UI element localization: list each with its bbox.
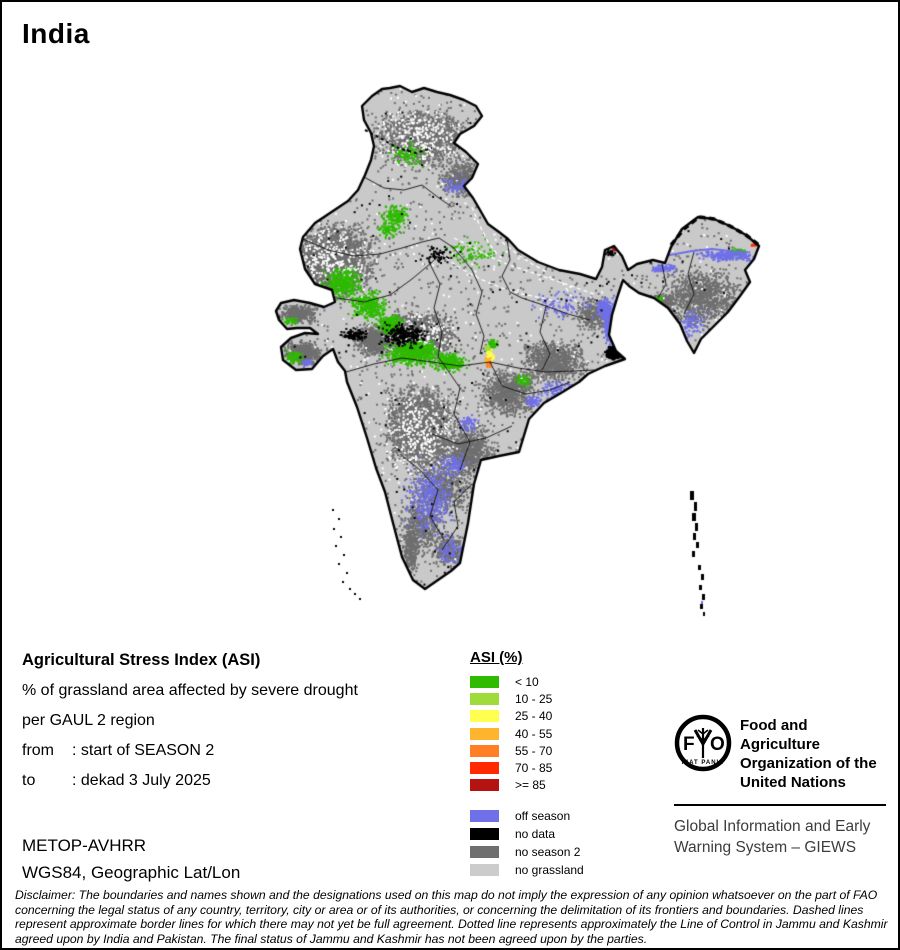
asi-legend	[470, 649, 584, 879]
description-line2: per GAUL 2 region	[22, 712, 155, 729]
legend-row	[470, 759, 584, 776]
svg-text:O: O	[710, 734, 725, 755]
description-heading: Agricultural Stress Index (ASI)	[22, 651, 261, 669]
legend-swatch	[470, 810, 499, 822]
legend-swatch	[470, 828, 499, 840]
legend-row	[470, 708, 584, 725]
legend-row	[470, 843, 584, 861]
legend-row	[470, 807, 584, 825]
legend-label: 40 - 55	[515, 726, 553, 741]
legend-swatch	[470, 864, 499, 876]
from-value: : start of SEASON 2	[72, 742, 215, 759]
fao-name-line1: Food and Agriculture	[740, 717, 821, 753]
legend-class-rows	[470, 673, 584, 794]
legend-label: 25 - 40	[515, 709, 553, 724]
fao-logo	[674, 714, 732, 777]
legend-row	[470, 690, 584, 707]
india-asi-raster-map	[2, 77, 900, 647]
projection-label: WGS84, Geographic Lat/Lon	[22, 863, 241, 882]
legend-label: 70 - 85	[515, 761, 553, 776]
legend-swatch	[470, 779, 499, 791]
description-line1: % of grassland area affected by severe drought	[22, 682, 358, 699]
period-to-row	[22, 772, 462, 789]
page-title: India	[22, 18, 90, 49]
map-description-block	[22, 652, 462, 802]
to-label: to	[22, 772, 36, 789]
legend-row	[470, 825, 584, 843]
legend-label: no grassland	[515, 863, 584, 878]
legend-label: < 10	[515, 674, 539, 689]
legend-label: off season	[515, 809, 571, 824]
fao-name	[740, 714, 886, 792]
legend-row	[470, 725, 584, 742]
legend-swatch	[470, 762, 499, 774]
fao-motto: FIAT PANIS	[681, 760, 725, 766]
legend-row	[470, 777, 584, 794]
to-value: : dekad 3 July 2025	[72, 772, 211, 789]
legend-label: 10 - 25	[515, 691, 553, 706]
legend-swatch	[470, 710, 499, 722]
fao-divider	[674, 804, 886, 806]
fao-header	[674, 714, 886, 792]
fao-branding-block	[674, 714, 886, 858]
legend-label: no data	[515, 827, 556, 842]
legend-label: 55 - 70	[515, 743, 553, 758]
legend-swatch	[470, 676, 499, 688]
legend-extra-rows	[470, 807, 584, 879]
disclaimer-text: Disclaimer: The boundaries and names shown and the designations used on this map do not imply the expression of any opinion whatsoever on the part of FAO concerning the legal status of any country, territory, city or area or of its authorities, or concerning the delimitation of its frontiers and boundaries. Dashed lines represent approximate border lines for which there may not yet be full agreement. Dotted line represents approximately the Line of Control in Jammu and Kashmir agreed upon by India and Pakistan. The final status of Jammu and Kashmir has not been agreed upon by the parties.	[15, 888, 888, 946]
fao-name-line3: United Nations	[740, 774, 846, 791]
legend-row	[470, 861, 584, 879]
legend-swatch	[470, 728, 499, 740]
giews-subtitle: Global Information and Early Warning System – GIEWS	[674, 818, 871, 856]
legend-swatch	[470, 846, 499, 858]
sensor-label: METOP-AVHRR	[22, 836, 147, 855]
legend-row	[470, 742, 584, 759]
legend-swatch	[470, 693, 499, 705]
fao-logo-icon	[674, 714, 732, 772]
fao-name-line2: Organization of the	[740, 755, 877, 772]
legend-label: no season 2	[515, 845, 581, 860]
svg-text:F: F	[683, 734, 695, 755]
period-from-row	[22, 742, 462, 759]
legend-label: >= 85	[515, 778, 546, 793]
legend-title: ASI (%)	[470, 649, 523, 666]
legend-swatch	[470, 745, 499, 757]
legend-row	[470, 673, 584, 690]
from-label: from	[22, 742, 54, 759]
